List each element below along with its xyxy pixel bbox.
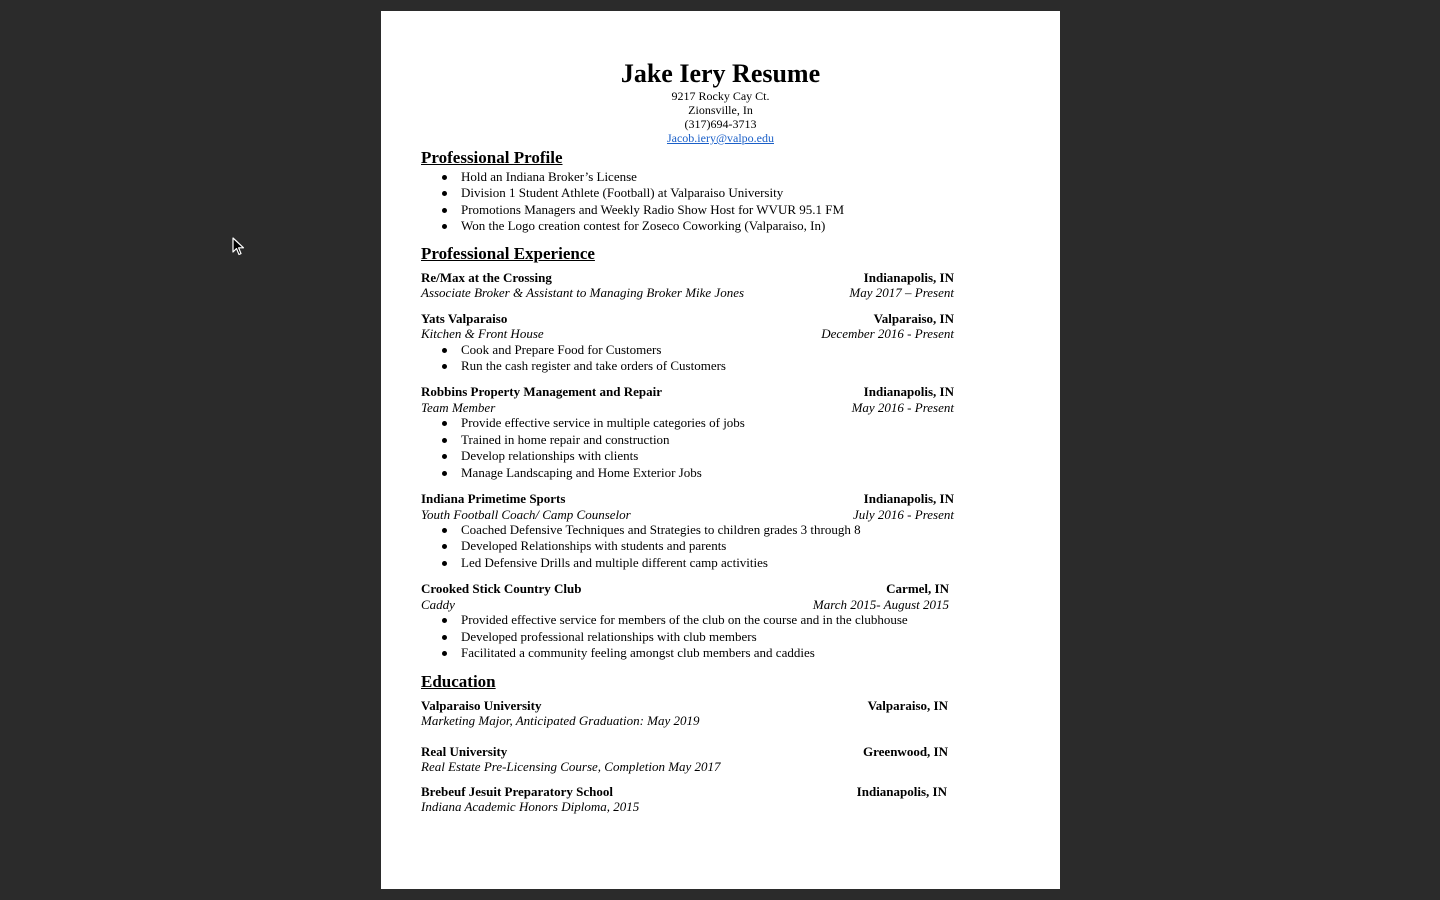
address-line-2: Zionsville, In	[688, 103, 753, 117]
job-duty: Provide effective service in multiple categories of jobs	[421, 415, 954, 431]
job-duty: Led Defensive Drills and multiple different camp activities	[421, 555, 954, 571]
school-entry	[421, 784, 947, 815]
school-location: Greenwood, IN	[863, 743, 948, 759]
profile-list	[421, 169, 954, 235]
profile-item: Division 1 Student Athlete (Football) at Valparaiso University	[421, 185, 954, 201]
job-location: Indianapolis, IN	[863, 384, 954, 400]
job-duty: Trained in home repair and construction	[421, 432, 954, 448]
profile-section-title: Professional Profile	[421, 148, 563, 167]
job-duty: Manage Landscaping and Home Exterior Jobs	[421, 465, 954, 481]
job-role: Kitchen & Front House	[421, 326, 544, 342]
resume-page	[381, 11, 1060, 889]
bullet-icon	[442, 544, 447, 549]
job-location: Valparaiso, IN	[873, 310, 954, 326]
job-dates: December 2016 - Present	[821, 326, 954, 342]
profile-item: Promotions Managers and Weekly Radio Show Host for WVUR 95.1 FM	[421, 202, 954, 218]
job-dates: July 2016 - Present	[853, 506, 954, 522]
job-duties	[421, 612, 949, 661]
bullet-icon	[442, 364, 447, 369]
job-location: Carmel, IN	[886, 581, 949, 597]
job-company: Indiana Primetime Sports	[421, 491, 566, 507]
resume-header	[381, 59, 1060, 145]
bullet-icon	[442, 471, 447, 476]
resume-name: Jake Iery Resume	[620, 59, 821, 88]
job-duty: Coached Defensive Techniques and Strategies to children grades 3 through 8	[421, 522, 954, 538]
bullet-icon	[442, 224, 447, 229]
job-duties	[421, 415, 954, 481]
school-location: Indianapolis, IN	[856, 783, 947, 799]
school-detail: Marketing Major, Anticipated Graduation: May 2019	[421, 713, 700, 728]
job-duty: Facilitated a community feeling amongst club members and caddies	[421, 645, 949, 661]
bullet-icon	[442, 348, 447, 353]
bullet-icon	[442, 454, 447, 459]
job-dates: May 2017 – Present	[849, 285, 954, 301]
bullet-icon	[442, 438, 447, 443]
job-duty: Develop relationships with clients	[421, 448, 954, 464]
bullet-icon	[442, 528, 447, 533]
job-location: Indianapolis, IN	[863, 491, 954, 507]
bullet-icon	[442, 191, 447, 196]
job-entry	[421, 581, 949, 661]
school-name: Valparaiso University	[421, 697, 542, 713]
job-role: Youth Football Coach/ Camp Counselor	[421, 506, 631, 522]
job-entry	[421, 384, 954, 481]
job-role: Associate Broker & Assistant to Managing Broker Mike Jones	[421, 285, 745, 301]
phone-number: (317)694-3713	[684, 117, 757, 131]
education-section-title: Education	[421, 671, 496, 691]
job-duty: Provided effective service for members of the club on the course and in the clubhouse	[421, 612, 949, 628]
job-duty: Run the cash register and take orders of Customers	[421, 358, 954, 374]
job-company: Crooked Stick Country Club	[421, 581, 582, 597]
school-name: Real University	[421, 743, 508, 759]
school-detail: Real Estate Pre-Licensing Course, Completion May 2017	[421, 759, 721, 774]
job-duty: Developed professional relationships with club members	[421, 629, 949, 645]
school-entry	[421, 698, 948, 729]
job-entry	[421, 311, 954, 375]
school-detail: Indiana Academic Honors Diploma, 2015	[421, 799, 640, 814]
job-role: Caddy	[421, 596, 455, 612]
experience-section-title: Professional Experience	[421, 243, 595, 263]
resume-body	[421, 147, 954, 815]
job-role: Team Member	[421, 399, 496, 415]
job-location: Indianapolis, IN	[863, 269, 954, 285]
job-entry	[421, 270, 954, 301]
job-company: Re/Max at the Crossing	[421, 269, 552, 285]
bullet-icon	[442, 651, 447, 656]
bullet-icon	[442, 208, 447, 213]
bullet-icon	[442, 635, 447, 640]
job-dates: May 2016 - Present	[851, 399, 954, 415]
school-location: Valparaiso, IN	[867, 697, 948, 713]
bullet-icon	[442, 421, 447, 426]
email-link[interactable]: Jacob.iery@valpo.edu	[666, 131, 774, 145]
profile-item: Won the Logo creation contest for Zoseco Coworking (Valparaiso, In)	[421, 218, 954, 234]
job-duty: Developed Relationships with students and parents	[421, 538, 954, 554]
job-duty: Cook and Prepare Food for Customers	[421, 342, 954, 358]
job-dates: March 2015- August 2015	[812, 596, 949, 612]
school-name: Brebeuf Jesuit Preparatory School	[421, 783, 613, 799]
bullet-icon	[442, 561, 447, 566]
job-duties	[421, 522, 954, 571]
bullet-icon	[442, 175, 447, 180]
bullet-icon	[442, 618, 447, 623]
job-duties	[421, 342, 954, 375]
address-line-1: 9217 Rocky Cay Ct.	[671, 89, 770, 103]
school-entry	[421, 744, 948, 775]
job-entry	[421, 491, 954, 571]
job-company: Robbins Property Management and Repair	[421, 384, 662, 400]
job-company: Yats Valparaiso	[421, 310, 508, 326]
mouse-pointer-icon	[232, 237, 246, 257]
profile-item: Hold an Indiana Broker’s License	[421, 169, 954, 185]
